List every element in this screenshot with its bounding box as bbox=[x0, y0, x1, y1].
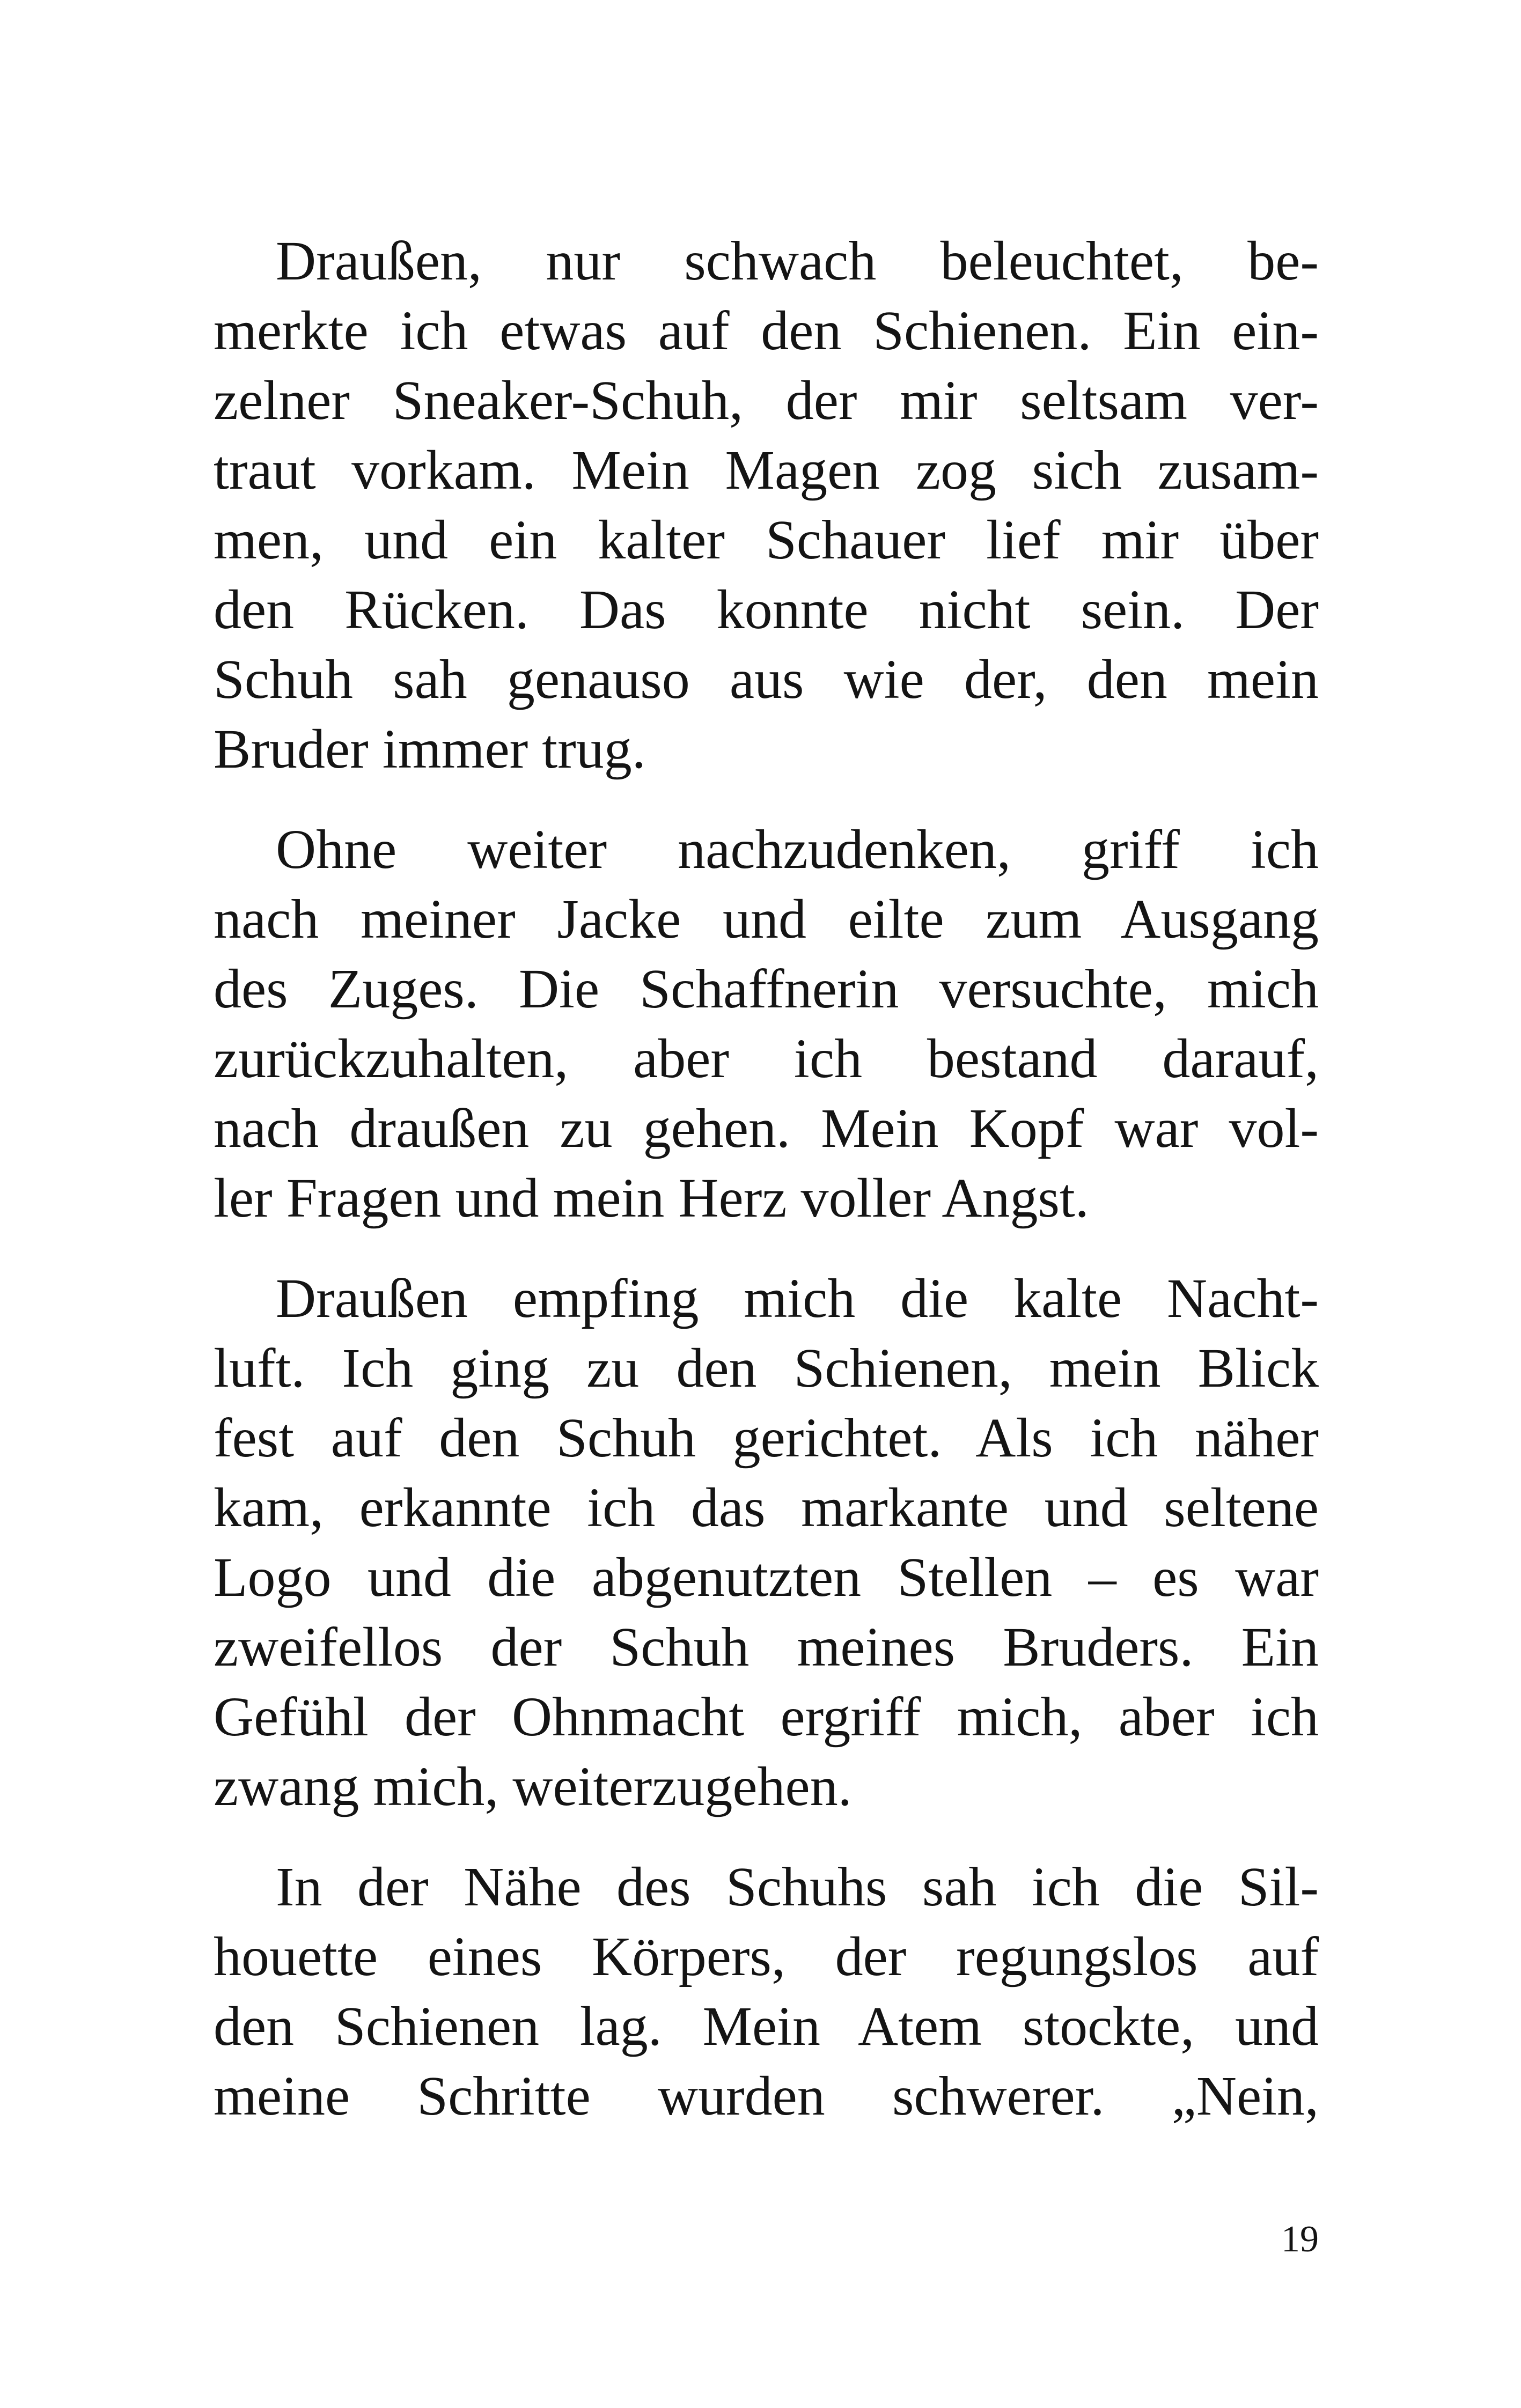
paragraph bbox=[214, 1852, 1319, 2131]
text-line: zweifellos der Schuh meines Bruders. Ein bbox=[214, 1616, 1319, 1678]
text-line: Schuh sah genauso aus wie der, den mein bbox=[214, 649, 1319, 710]
text-line: zurückzuhalten, aber ich bestand darauf, bbox=[214, 1028, 1319, 1089]
text-line: traut vorkam. Mein Magen zog sich zusam- bbox=[214, 439, 1319, 501]
text-line: luft. Ich ging zu den Schienen, mein Blick bbox=[214, 1337, 1319, 1399]
text-line: Ohne weiter nachzudenken, griff ich bbox=[276, 819, 1319, 880]
text-line: merkte ich etwas auf den Schienen. Ein ein- bbox=[214, 300, 1319, 362]
body-text bbox=[214, 226, 1319, 2162]
text-line: Draußen, nur schwach beleuchtet, be- bbox=[276, 230, 1319, 292]
text-line: nach meiner Jacke und eilte zum Ausgang bbox=[214, 888, 1319, 950]
page-number: 19 bbox=[1281, 2219, 1319, 2260]
text-line: houette eines Körpers, der regungslos auf bbox=[214, 1926, 1319, 1987]
text-line: Logo und die abgenutzten Stellen – es war bbox=[214, 1547, 1319, 1608]
paragraph bbox=[214, 815, 1319, 1233]
text-line: In der Nähe des Schuhs sah ich die Sil- bbox=[276, 1856, 1319, 1918]
text-line: des Zuges. Die Schaffnerin versuchte, mich bbox=[214, 958, 1319, 1020]
text-line: den Rücken. Das konnte nicht sein. Der bbox=[214, 579, 1319, 640]
text-line: zwang mich, weiterzugehen. bbox=[214, 1756, 852, 1817]
text-line: nach draußen zu gehen. Mein Kopf war vol- bbox=[214, 1098, 1319, 1159]
text-line: den Schienen lag. Mein Atem stockte, und bbox=[214, 1995, 1319, 2057]
text-line: Draußen empfing mich die kalte Nacht- bbox=[276, 1268, 1319, 1329]
text-line: men, und ein kalter Schauer lief mir über bbox=[214, 509, 1319, 571]
paragraph bbox=[214, 226, 1319, 784]
text-line: fest auf den Schuh gerichtet. Als ich näher bbox=[214, 1407, 1319, 1469]
text-line: Gefühl der Ohnmacht ergriff mich, aber ich bbox=[214, 1686, 1319, 1748]
text-line: zelner Sneaker-Schuh, der mir seltsam ver- bbox=[214, 370, 1319, 431]
text-line: meine Schritte wurden schwerer. „Nein, bbox=[214, 2065, 1319, 2127]
text-line: ler Fragen und mein Herz voller Angst. bbox=[214, 1167, 1089, 1229]
text-line: kam, erkannte ich das markante und seltene bbox=[214, 1477, 1319, 1538]
text-line: Bruder immer trug. bbox=[214, 718, 646, 780]
paragraph bbox=[214, 1264, 1319, 1822]
